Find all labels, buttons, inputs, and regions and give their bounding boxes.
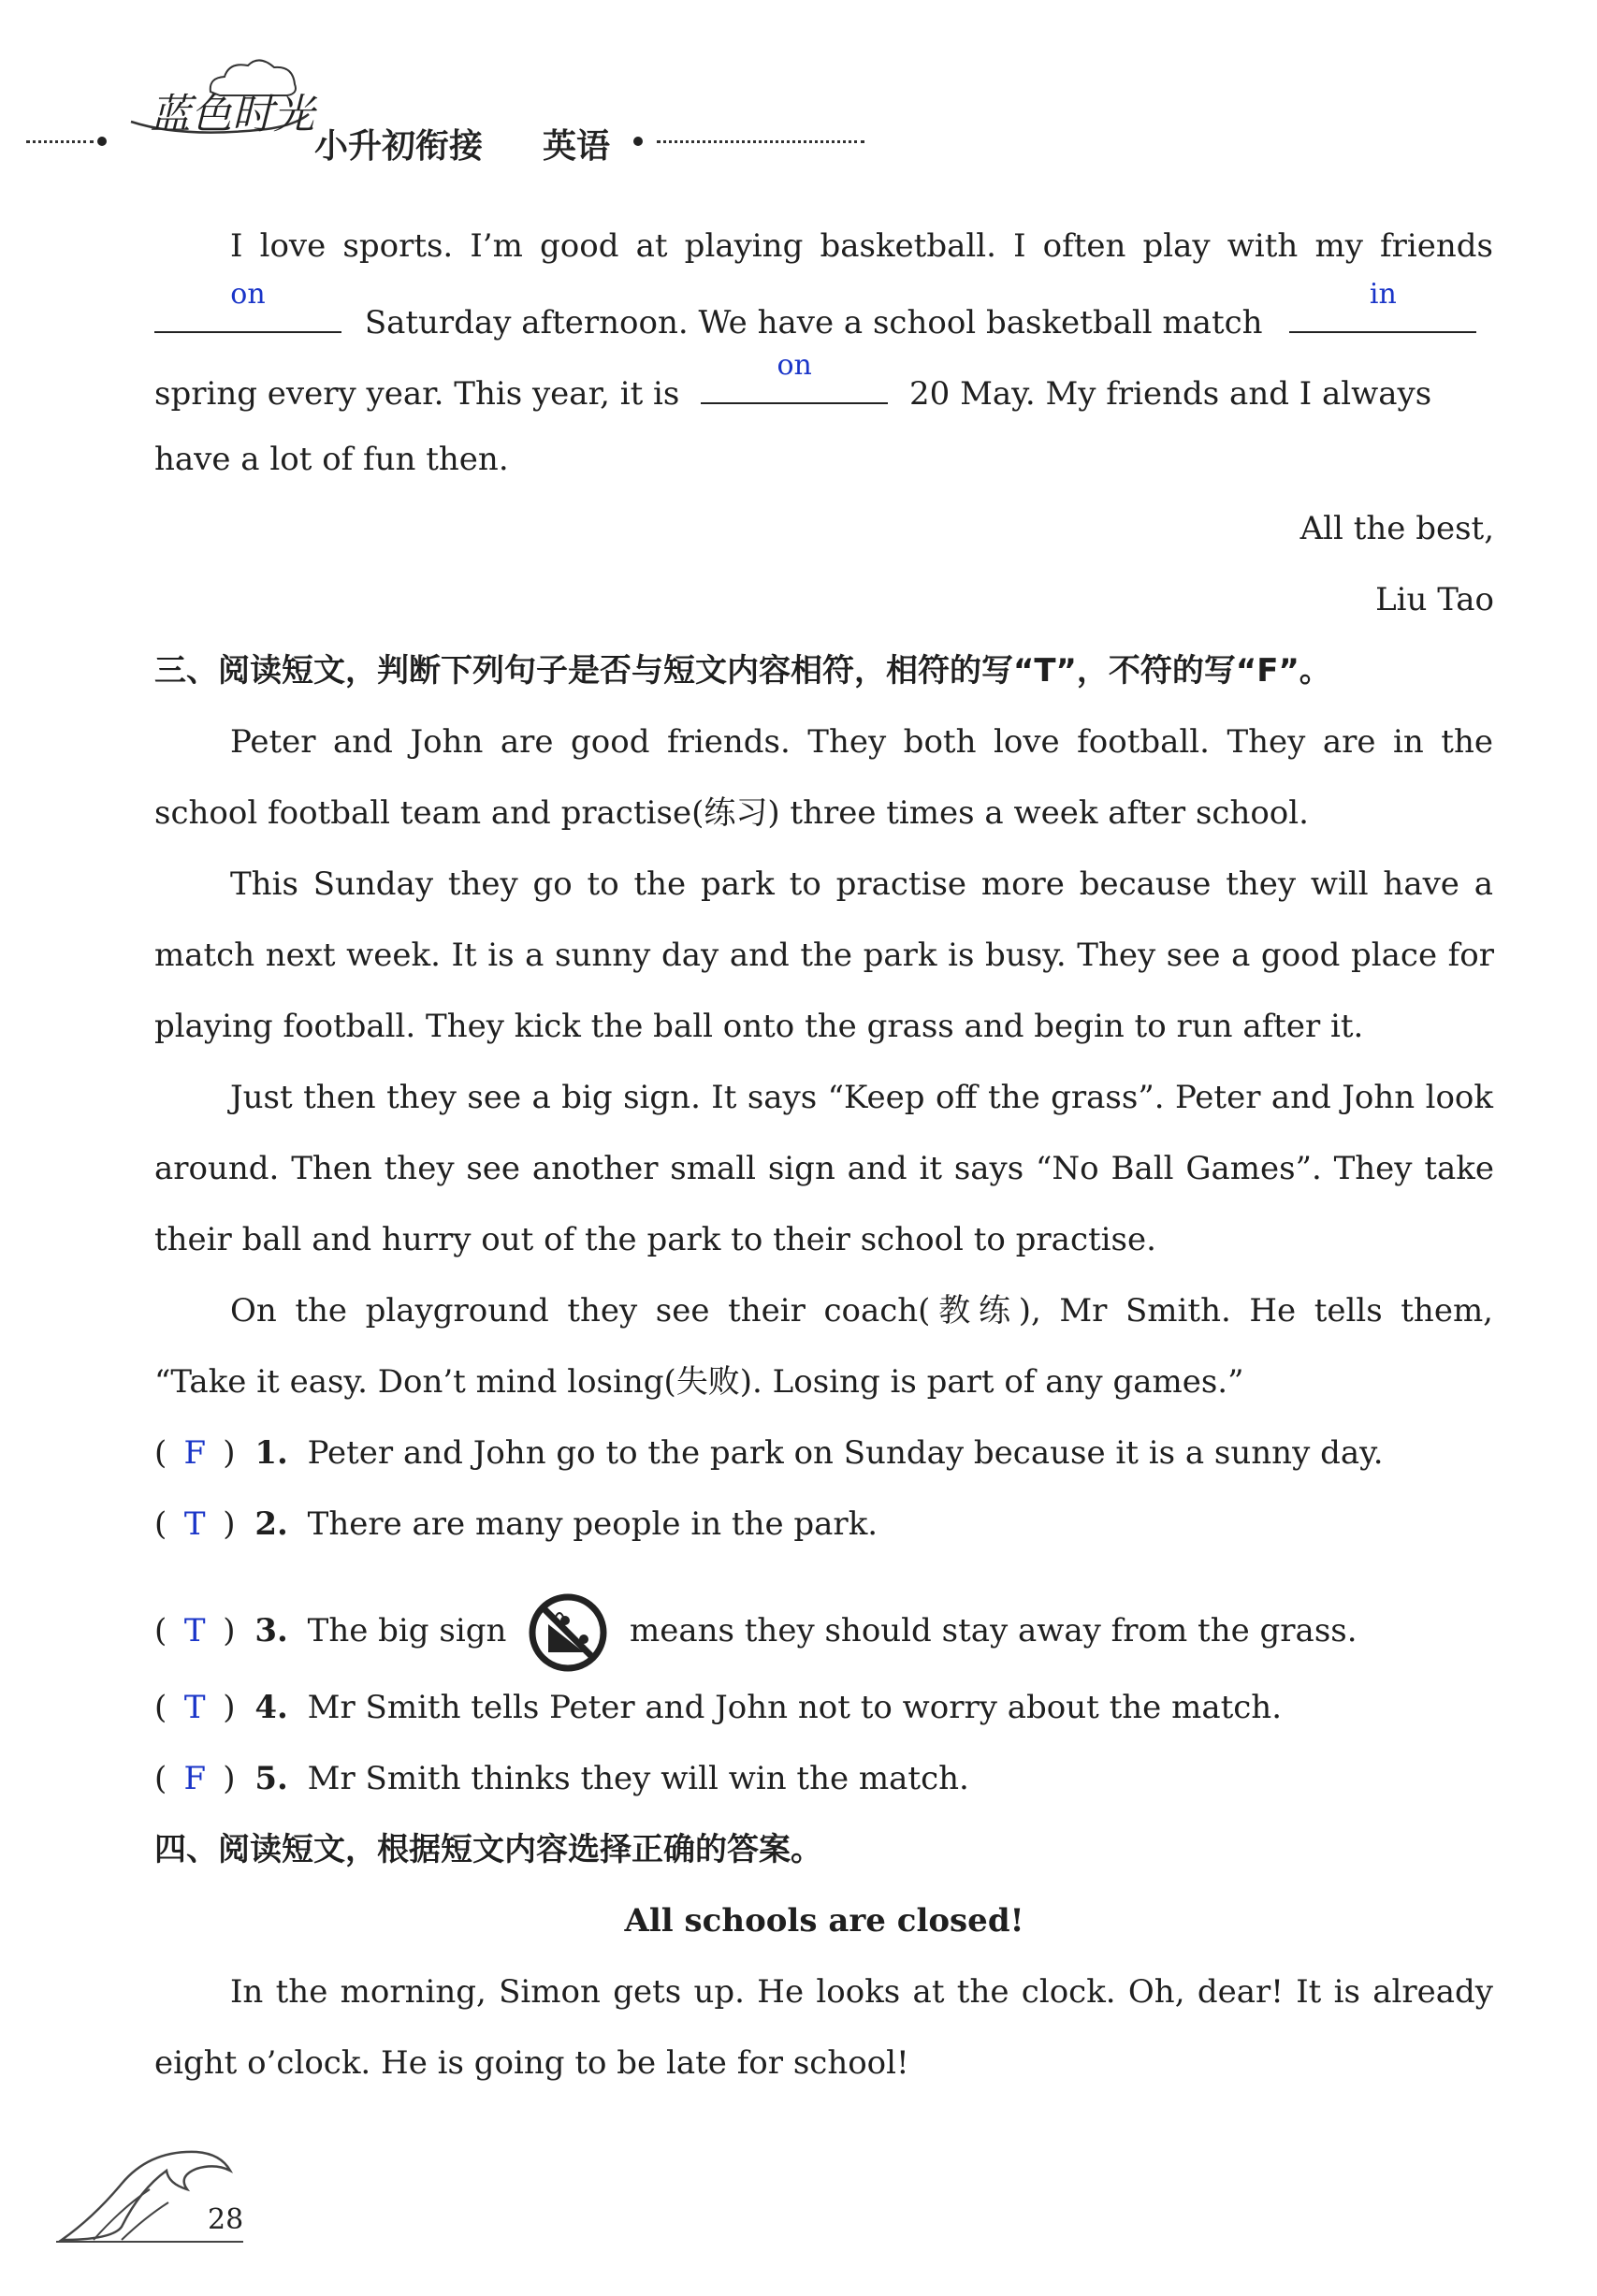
book-title: 小升初衔接 xyxy=(314,127,484,166)
s3-p2-line-2: match next week. It is a sunny day and the park is busy. They see a good place for xyxy=(154,937,1494,974)
page-number: 28 xyxy=(208,2203,244,2236)
letter-closing: All the best, xyxy=(1299,510,1494,547)
answer-q3[interactable]: T xyxy=(183,1612,206,1649)
letter-line-4: have a lot of fun then. xyxy=(154,441,509,478)
answer-blank-3: on xyxy=(777,349,812,382)
section-4-heading: 四、阅读短文，根据短文内容选择正确的答案。 xyxy=(154,1831,822,1868)
s4-p1-line-1: In the morning, Simon gets up. He looks at the clock. Oh, dear! It is already xyxy=(230,1973,1493,2011)
answer-blank-2: in xyxy=(1369,278,1397,311)
s3-p2-line-3: playing football. They kick the ball onto the grass and begin to run after it. xyxy=(154,1008,1364,1045)
header-bullet-left xyxy=(97,137,107,146)
answer-q5[interactable]: F xyxy=(183,1760,207,1797)
no-ball-games-icon xyxy=(528,1592,608,1673)
blank-3[interactable] xyxy=(701,349,888,404)
header-dotted-rule-left xyxy=(26,140,94,143)
letter-line-3: spring every year. This year, it is on 20 May. My friends and I always xyxy=(154,367,1494,415)
s4-p1-line-2: eight o’clock. He is going to be late for school! xyxy=(154,2044,909,2082)
s3-p3-line-2: around. Then they see another small sign and it says “No Ball Games”. They take xyxy=(154,1150,1494,1187)
passage-title: All schools are closed! xyxy=(624,1902,1024,1940)
letter-line-1: I love sports. I’m good at playing basketball. I often play with my friends xyxy=(230,227,1493,265)
question-1: ( F ) 1. Peter and John go to the park on Sunday because it is a sunny day. xyxy=(154,1431,1494,1475)
answer-q1[interactable]: F xyxy=(183,1434,207,1472)
s3-p4-line-2: “Take it easy. Don’t mind losing(失败). Losing is part of any games.” xyxy=(154,1363,1244,1401)
question-5: ( F ) 5. Mr Smith thinks they will win the match. xyxy=(154,1757,1494,1800)
s3-p3-line-1: Just then they see a big sign. It says “Keep off the grass”. Peter and John look xyxy=(230,1079,1493,1116)
answer-q2[interactable]: T xyxy=(183,1505,206,1543)
question-4: ( T ) 4. Mr Smith tells Peter and John not to worry about the match. xyxy=(154,1686,1494,1729)
section-3-heading: 三、阅读短文，判断下列句子是否与短文内容相符，相符的写“T”，不符的写“F”。 xyxy=(154,652,1331,690)
s3-p1-line-2: school football team and practise(练习) three times a week after school. xyxy=(154,794,1309,832)
s3-p1-line-1: Peter and John are good friends. They both love football. They are in the xyxy=(230,723,1493,761)
answer-blank-1: on xyxy=(230,278,266,311)
book-subject: 英语 xyxy=(543,127,611,166)
letter-signature: Liu Tao xyxy=(1375,581,1494,618)
s3-p3-line-3: their ball and hurry out of the park to their school to practise. xyxy=(154,1221,1156,1258)
answer-q4[interactable]: T xyxy=(183,1689,206,1726)
question-2: ( T ) 2. There are many people in the park. xyxy=(154,1503,1494,1546)
header-dotted-rule-right xyxy=(657,140,864,143)
letter-line-2: on Saturday afternoon. We have a school basketball match in xyxy=(154,296,1494,344)
header-bullet-right xyxy=(633,137,643,146)
brand-logo-text: 蓝色时光 xyxy=(150,91,314,138)
s3-p2-line-1: This Sunday they go to the park to practise more because they will have a xyxy=(230,865,1493,903)
blank-2[interactable] xyxy=(1289,278,1476,333)
question-3: ( T ) 3. The big sign means they should stay away from the grass. xyxy=(154,1592,1494,1673)
s3-p4-line-1: On the playground they see their coach(教练), Mr Smith. He tells them, xyxy=(230,1292,1493,1330)
blank-1[interactable] xyxy=(154,278,341,333)
